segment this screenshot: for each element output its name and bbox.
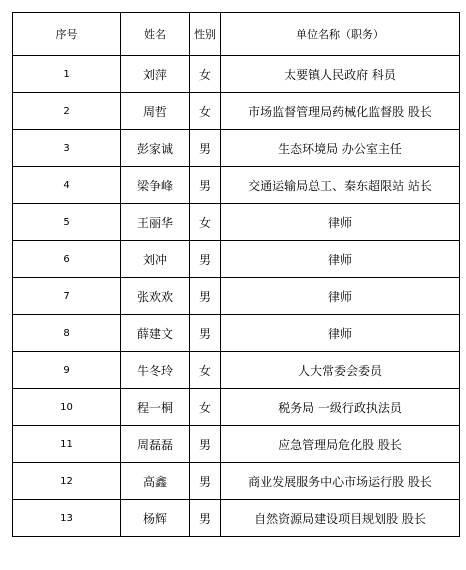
cell-sex: 男 bbox=[190, 167, 221, 204]
cell-no: 11 bbox=[13, 426, 121, 463]
cell-sex: 男 bbox=[190, 426, 221, 463]
cell-sex: 男 bbox=[190, 315, 221, 352]
cell-no: 7 bbox=[13, 278, 121, 315]
cell-no: 9 bbox=[13, 352, 121, 389]
header-no: 序号 bbox=[13, 13, 121, 56]
cell-name: 张欢欢 bbox=[121, 278, 190, 315]
table-row bbox=[13, 278, 460, 315]
table-row bbox=[13, 167, 460, 204]
table-row bbox=[13, 56, 460, 93]
cell-unit: 太要镇人民政府 科员 bbox=[221, 56, 460, 93]
table-row bbox=[13, 463, 460, 500]
header-unit: 单位名称（职务） bbox=[221, 13, 460, 56]
cell-no: 8 bbox=[13, 315, 121, 352]
cell-unit: 自然资源局建设项目规划股 股长 bbox=[221, 500, 460, 537]
cell-no: 13 bbox=[13, 500, 121, 537]
cell-no: 3 bbox=[13, 130, 121, 167]
table-row bbox=[13, 352, 460, 389]
cell-sex: 女 bbox=[190, 56, 221, 93]
cell-no: 2 bbox=[13, 93, 121, 130]
cell-name: 周磊磊 bbox=[121, 426, 190, 463]
cell-no: 5 bbox=[13, 204, 121, 241]
table-row bbox=[13, 426, 460, 463]
cell-name: 牛冬玲 bbox=[121, 352, 190, 389]
table-row bbox=[13, 389, 460, 426]
cell-sex: 女 bbox=[190, 204, 221, 241]
cell-name: 梁争峰 bbox=[121, 167, 190, 204]
cell-sex: 男 bbox=[190, 241, 221, 278]
table-row bbox=[13, 93, 460, 130]
cell-unit: 税务局 一级行政执法员 bbox=[221, 389, 460, 426]
cell-name: 周哲 bbox=[121, 93, 190, 130]
cell-unit: 律师 bbox=[221, 278, 460, 315]
table-row bbox=[13, 315, 460, 352]
cell-unit: 商业发展服务中心市场运行股 股长 bbox=[221, 463, 460, 500]
cell-unit: 生态环境局 办公室主任 bbox=[221, 130, 460, 167]
cell-no: 4 bbox=[13, 167, 121, 204]
cell-unit: 市场监督管理局药械化监督股 股长 bbox=[221, 93, 460, 130]
header-name: 姓名 bbox=[121, 13, 190, 56]
cell-sex: 女 bbox=[190, 389, 221, 426]
cell-no: 1 bbox=[13, 56, 121, 93]
cell-sex: 男 bbox=[190, 500, 221, 537]
cell-sex: 女 bbox=[190, 352, 221, 389]
cell-name: 杨辉 bbox=[121, 500, 190, 537]
table-header-row bbox=[13, 13, 460, 56]
cell-unit: 交通运输局总工、秦东超限站 站长 bbox=[221, 167, 460, 204]
cell-sex: 男 bbox=[190, 463, 221, 500]
table-row bbox=[13, 204, 460, 241]
table-row bbox=[13, 130, 460, 167]
cell-name: 刘萍 bbox=[121, 56, 190, 93]
cell-unit: 律师 bbox=[221, 241, 460, 278]
cell-name: 王丽华 bbox=[121, 204, 190, 241]
personnel-table bbox=[12, 12, 460, 537]
cell-name: 刘冲 bbox=[121, 241, 190, 278]
cell-name: 高鑫 bbox=[121, 463, 190, 500]
cell-sex: 女 bbox=[190, 93, 221, 130]
cell-unit: 律师 bbox=[221, 204, 460, 241]
cell-sex: 男 bbox=[190, 130, 221, 167]
cell-name: 薛建文 bbox=[121, 315, 190, 352]
cell-unit: 应急管理局危化股 股长 bbox=[221, 426, 460, 463]
cell-name: 彭家诚 bbox=[121, 130, 190, 167]
header-sex: 性别 bbox=[190, 13, 221, 56]
cell-name: 程一桐 bbox=[121, 389, 190, 426]
cell-no: 6 bbox=[13, 241, 121, 278]
cell-unit: 律师 bbox=[221, 315, 460, 352]
table-row bbox=[13, 241, 460, 278]
cell-sex: 男 bbox=[190, 278, 221, 315]
cell-no: 12 bbox=[13, 463, 121, 500]
cell-no: 10 bbox=[13, 389, 121, 426]
table-row bbox=[13, 500, 460, 537]
cell-unit: 人大常委会委员 bbox=[221, 352, 460, 389]
